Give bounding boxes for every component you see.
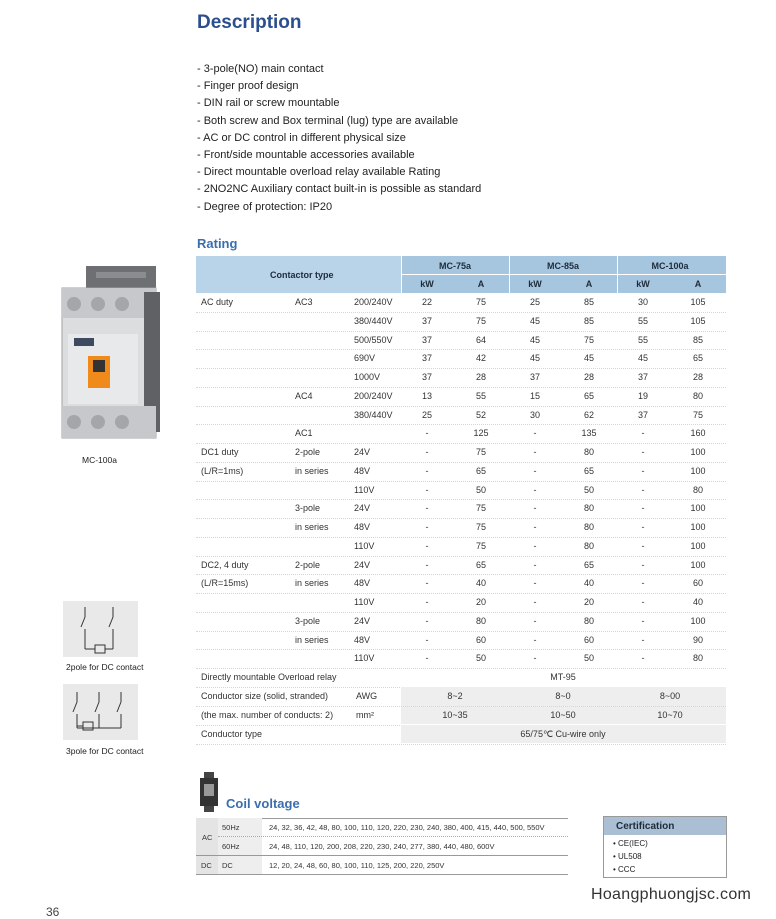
rating-cell: 75: [475, 297, 487, 307]
page-number: 36: [46, 905, 60, 919]
rating-cell: 80: [692, 653, 704, 664]
category-label: AC1: [295, 428, 313, 439]
duty-label: DC1 duty: [201, 447, 239, 457]
category-label: 2-pole: [295, 447, 321, 457]
rating-cell: 85: [583, 315, 595, 326]
rating-title: Rating: [197, 236, 238, 251]
rating-cell: -: [425, 615, 429, 626]
table-row: [196, 649, 726, 669]
conductor-type-row: [196, 725, 726, 745]
rating-cell: 50: [583, 484, 595, 495]
table-row: [196, 424, 726, 444]
model-header: MC-75a: [438, 261, 472, 271]
rating-cell: -: [533, 634, 537, 645]
rating-cell: 80: [583, 540, 595, 551]
rating-cell: -: [641, 540, 645, 551]
voltage-label: 110V: [354, 597, 375, 607]
rating-cell: 30: [529, 409, 541, 420]
voltage-label: 110V: [354, 484, 375, 495]
rating-cell: 75: [583, 334, 595, 345]
rating-cell: -: [641, 653, 645, 664]
rating-cell: -: [533, 428, 537, 439]
rating-cell: -: [641, 597, 645, 607]
table-row: [196, 612, 726, 632]
rating-cell: -: [425, 559, 429, 570]
table-row: [196, 462, 726, 482]
table-row: [196, 518, 726, 538]
category-label: in series: [295, 465, 329, 476]
rating-cell: 55: [637, 315, 649, 326]
rating-cell: 50: [475, 484, 487, 495]
rating-cell: 65: [583, 559, 595, 570]
rating-cell: 55: [637, 334, 649, 345]
rating-cell: -: [533, 522, 537, 532]
rating-cell: 60: [692, 578, 704, 589]
rating-cell: 37: [637, 372, 649, 382]
rating-cell: 45: [529, 353, 541, 364]
rating-cell: -: [533, 578, 537, 589]
table-row: [196, 443, 726, 463]
coil-values: 24, 32, 36, 42, 48, 80, 100, 110, 120, 220, 230, 240, 380, 400, 415, 440, 500, 550V: [269, 823, 545, 832]
rating-cell: -: [533, 540, 537, 551]
rating-table: [196, 256, 726, 742]
rating-cell: -: [641, 484, 645, 495]
rating-cell: 20: [583, 597, 595, 607]
voltage-label: 500/550V: [354, 334, 393, 345]
category-label: in series: [295, 578, 329, 589]
rating-cell: 45: [529, 315, 541, 326]
unit-header: kW: [636, 279, 650, 289]
category-label: 2-pole: [295, 559, 321, 570]
rating-cell: -: [425, 522, 429, 532]
rating-cell: 60: [475, 634, 487, 645]
rating-cell: 37: [421, 372, 433, 382]
rating-cell: 100: [690, 522, 706, 532]
voltage-label: 48V: [354, 522, 371, 532]
rating-cell: -: [425, 540, 429, 551]
rating-cell: 65: [583, 465, 595, 476]
overload-row: [196, 668, 726, 688]
page-title: Description: [197, 12, 302, 33]
conductor-mm-row: [196, 706, 726, 726]
rating-cell: 25: [421, 409, 433, 420]
voltage-label: 1000V: [354, 372, 381, 382]
rating-cell: 55: [475, 390, 487, 401]
duty-label: (L/R=15ms): [201, 578, 249, 589]
rating-cell: 75: [692, 409, 704, 420]
rating-cell: 22: [421, 297, 433, 307]
feature-item: - 3-pole(NO) main contact: [197, 63, 324, 75]
rating-cell: -: [533, 465, 537, 476]
mm-unit: mm²: [356, 710, 374, 720]
unit-header: A: [585, 279, 593, 289]
rating-cell: 75: [475, 447, 487, 457]
rating-cell: -: [425, 634, 429, 645]
rating-cell: 42: [475, 353, 487, 364]
website-watermark: Hoangphuongjsc.com: [591, 886, 752, 903]
rating-cell: 40: [583, 578, 595, 589]
rating-cell: 100: [690, 559, 706, 570]
rating-cell: 37: [529, 372, 541, 382]
rating-cell: -: [533, 615, 537, 626]
rating-cell: -: [425, 484, 429, 495]
category-label: 3-pole: [295, 503, 321, 514]
rating-cell: 45: [583, 353, 595, 364]
rating-cell: 65: [692, 353, 704, 364]
rating-cell: 85: [583, 297, 595, 307]
rating-cell: -: [425, 597, 429, 607]
voltage-label: 24V: [354, 447, 371, 457]
voltage-label: 380/440V: [354, 315, 393, 326]
table-row: [196, 349, 726, 369]
feature-list: [197, 61, 481, 216]
rating-cell: -: [425, 428, 429, 439]
feature-item: - 2NO2NC Auxiliary contact built-in is possible as standard: [197, 183, 482, 196]
rating-cell: 60: [583, 634, 595, 645]
rating-cell: 37: [421, 315, 433, 326]
voltage-label: 24V: [354, 503, 371, 514]
rating-cell: 75: [475, 503, 487, 514]
certification-box: [603, 816, 727, 878]
feature-item: - Front/side mountable accessories available: [197, 149, 415, 162]
3pole-dc-diagram: [63, 684, 138, 740]
2pole-dc-diagram: [63, 601, 138, 657]
rating-cell: 100: [690, 540, 706, 551]
rating-cell: -: [641, 615, 645, 626]
coil-freq: DC: [222, 861, 233, 870]
certification-title: Certification: [616, 821, 675, 832]
table-row: [196, 499, 726, 519]
table-row: [196, 387, 726, 407]
category-label: 3-pole: [295, 615, 321, 626]
table-row: [196, 481, 726, 501]
conductor-note: (the max. number of conducts: 2): [201, 710, 334, 720]
mm-value: 10~35: [442, 710, 468, 720]
rating-cell: -: [425, 447, 429, 457]
rating-cell: 80: [475, 615, 487, 626]
rating-cell: -: [641, 465, 645, 476]
coil-voltage-table: [196, 818, 568, 875]
category-label: in series: [295, 634, 329, 645]
duty-label: AC duty: [201, 297, 234, 307]
table-row: [196, 312, 726, 332]
certification-item: • CE(IEC): [613, 839, 648, 848]
table-row: [196, 593, 726, 613]
certification-item: • UL508: [613, 852, 642, 861]
rating-cell: 28: [692, 372, 704, 382]
voltage-label: 110V: [354, 653, 375, 664]
rating-cell: 80: [583, 615, 595, 626]
rating-cell: 75: [475, 522, 487, 532]
rating-cell: 25: [529, 297, 541, 307]
voltage-label: 690V: [354, 353, 376, 364]
rating-cell: 90: [692, 634, 704, 645]
coil-dc-label: DC: [201, 861, 212, 870]
3pole-dc-caption: 3pole for DC contact: [66, 746, 144, 756]
mm-value: 10~50: [550, 710, 576, 720]
contactor-product-image: [60, 248, 164, 444]
rating-cell: 37: [421, 353, 433, 364]
rating-cell: -: [641, 503, 645, 514]
coil-voltage-title: Coil voltage: [226, 796, 300, 811]
rating-cell: 50: [475, 653, 487, 664]
awg-value: 8~00: [659, 691, 681, 701]
table-row: [196, 406, 726, 426]
voltage-label: 110V: [354, 540, 375, 551]
rating-cell: -: [533, 503, 537, 514]
rating-cell: 85: [692, 334, 704, 345]
category-label: AC4: [295, 390, 313, 401]
rating-cell: 65: [475, 559, 487, 570]
product-caption: MC-100a: [82, 455, 117, 465]
rating-cell: 15: [529, 390, 541, 401]
coil-freq: 60Hz: [222, 842, 240, 851]
feature-item: - Direct mountable overload relay available Rating: [197, 166, 441, 179]
rating-cell: 45: [637, 353, 649, 364]
voltage-label: 48V: [354, 465, 371, 476]
rating-cell: -: [641, 578, 645, 589]
voltage-label: 24V: [354, 615, 371, 626]
model-header: MC-100a: [651, 261, 689, 271]
voltage-label: 200/240V: [354, 297, 393, 307]
rating-cell: 40: [475, 578, 487, 589]
voltage-label: 24V: [354, 559, 371, 570]
feature-item: - Both screw and Box terminal (lug) type are available: [197, 114, 459, 127]
voltage-label: 48V: [354, 578, 371, 589]
overload-value: MT-95: [550, 672, 576, 682]
rating-cell: 50: [583, 653, 595, 664]
rating-cell: 105: [690, 315, 706, 326]
rating-cell: 64: [475, 334, 487, 345]
rating-cell: 125: [473, 428, 489, 439]
rating-cell: 65: [583, 390, 595, 401]
category-label: in series: [295, 522, 329, 532]
rating-cell: 75: [475, 315, 487, 326]
rating-cell: 65: [475, 465, 487, 476]
rating-cell: 13: [421, 390, 433, 401]
rating-cell: -: [533, 653, 537, 664]
rating-cell: -: [425, 503, 429, 514]
voltage-label: 200/240V: [354, 390, 393, 401]
rating-cell: 37: [637, 409, 649, 420]
rating-cell: -: [425, 653, 429, 664]
rating-cell: 40: [692, 597, 704, 607]
mm-value: 10~70: [657, 710, 683, 720]
voltage-label: 48V: [354, 634, 371, 645]
feature-item: - Finger proof design: [197, 80, 299, 93]
rating-cell: 28: [583, 372, 595, 382]
table-row: [196, 368, 726, 388]
rating-cell: 80: [583, 522, 595, 532]
rating-cell: -: [533, 447, 537, 457]
unit-header: A: [694, 279, 702, 289]
rating-cell: 28: [475, 372, 487, 382]
table-row: [196, 331, 726, 351]
overload-label: Directly mountable Overload relay: [201, 672, 337, 682]
table-row: [196, 537, 726, 557]
coil-values: 12, 20, 24, 48, 60, 80, 100, 110, 125, 200, 220, 250V: [269, 861, 445, 870]
model-header: MC-85a: [546, 261, 580, 271]
unit-header: A: [477, 279, 485, 289]
rating-cell: 80: [583, 503, 595, 514]
rating-cell: 45: [529, 334, 541, 345]
rating-cell: 80: [692, 484, 704, 495]
voltage-label: 380/440V: [354, 409, 393, 420]
rating-cell: 37: [421, 334, 433, 345]
conductor-type-label: Conductor type: [201, 729, 263, 739]
rating-cell: 100: [690, 503, 706, 514]
feature-item: - AC or DC control in different physical size: [197, 131, 406, 144]
contactor-type-label: Contactor type: [270, 270, 334, 280]
feature-item: - DIN rail or screw mountable: [197, 97, 340, 110]
rating-cell: 30: [637, 297, 649, 307]
awg-value: 8~0: [555, 691, 571, 701]
rating-cell: 20: [475, 597, 487, 607]
feature-item: - Degree of protection: IP20: [197, 200, 333, 213]
rating-cell: -: [533, 559, 537, 570]
duty-label: DC2, 4 duty: [201, 559, 249, 570]
rating-cell: -: [533, 597, 537, 607]
rating-cell: 100: [690, 447, 706, 457]
table-row: [196, 556, 726, 576]
rating-cell: 100: [690, 465, 706, 476]
rating-cell: -: [641, 634, 645, 645]
rating-cell: -: [641, 428, 645, 439]
unit-header: kW: [528, 279, 542, 289]
certification-item: • CCC: [613, 865, 636, 874]
table-row: [196, 574, 726, 594]
rating-cell: 160: [690, 428, 706, 439]
rating-cell: 62: [583, 409, 595, 420]
coil-icon: [200, 772, 218, 812]
category-label: AC3: [295, 297, 313, 307]
conductor-awg-row: [196, 687, 726, 707]
rating-cell: -: [533, 484, 537, 495]
rating-cell: 105: [690, 297, 706, 307]
coil-values: 24, 48, 110, 120, 200, 208, 220, 230, 240, 277, 380, 440, 480, 600V: [269, 842, 495, 851]
conductor-type-value: 65/75℃ Cu-wire only: [520, 729, 606, 739]
2pole-dc-caption: 2pole for DC contact: [66, 662, 144, 672]
coil-freq: 50Hz: [222, 823, 240, 832]
rating-cell: -: [641, 559, 645, 570]
duty-label: (L/R=1ms): [201, 465, 244, 476]
coil-ac-label: AC: [202, 833, 213, 842]
rating-cell: 135: [581, 428, 597, 439]
rating-cell: 19: [637, 390, 649, 401]
unit-header: kW: [420, 279, 434, 289]
awg-unit: AWG: [356, 691, 378, 701]
rating-cell: 80: [583, 447, 595, 457]
rating-cell: 75: [475, 540, 487, 551]
rating-cell: 80: [692, 390, 704, 401]
rating-cell: 52: [475, 409, 487, 420]
table-row: [196, 631, 726, 651]
rating-cell: 100: [690, 615, 706, 626]
awg-value: 8~2: [447, 691, 463, 701]
rating-cell: -: [641, 447, 645, 457]
rating-cell: -: [425, 578, 429, 589]
rating-cell: -: [425, 465, 429, 476]
table-row: [196, 293, 726, 313]
conductor-label: Conductor size (solid, stranded): [201, 691, 329, 701]
rating-cell: -: [641, 522, 645, 532]
